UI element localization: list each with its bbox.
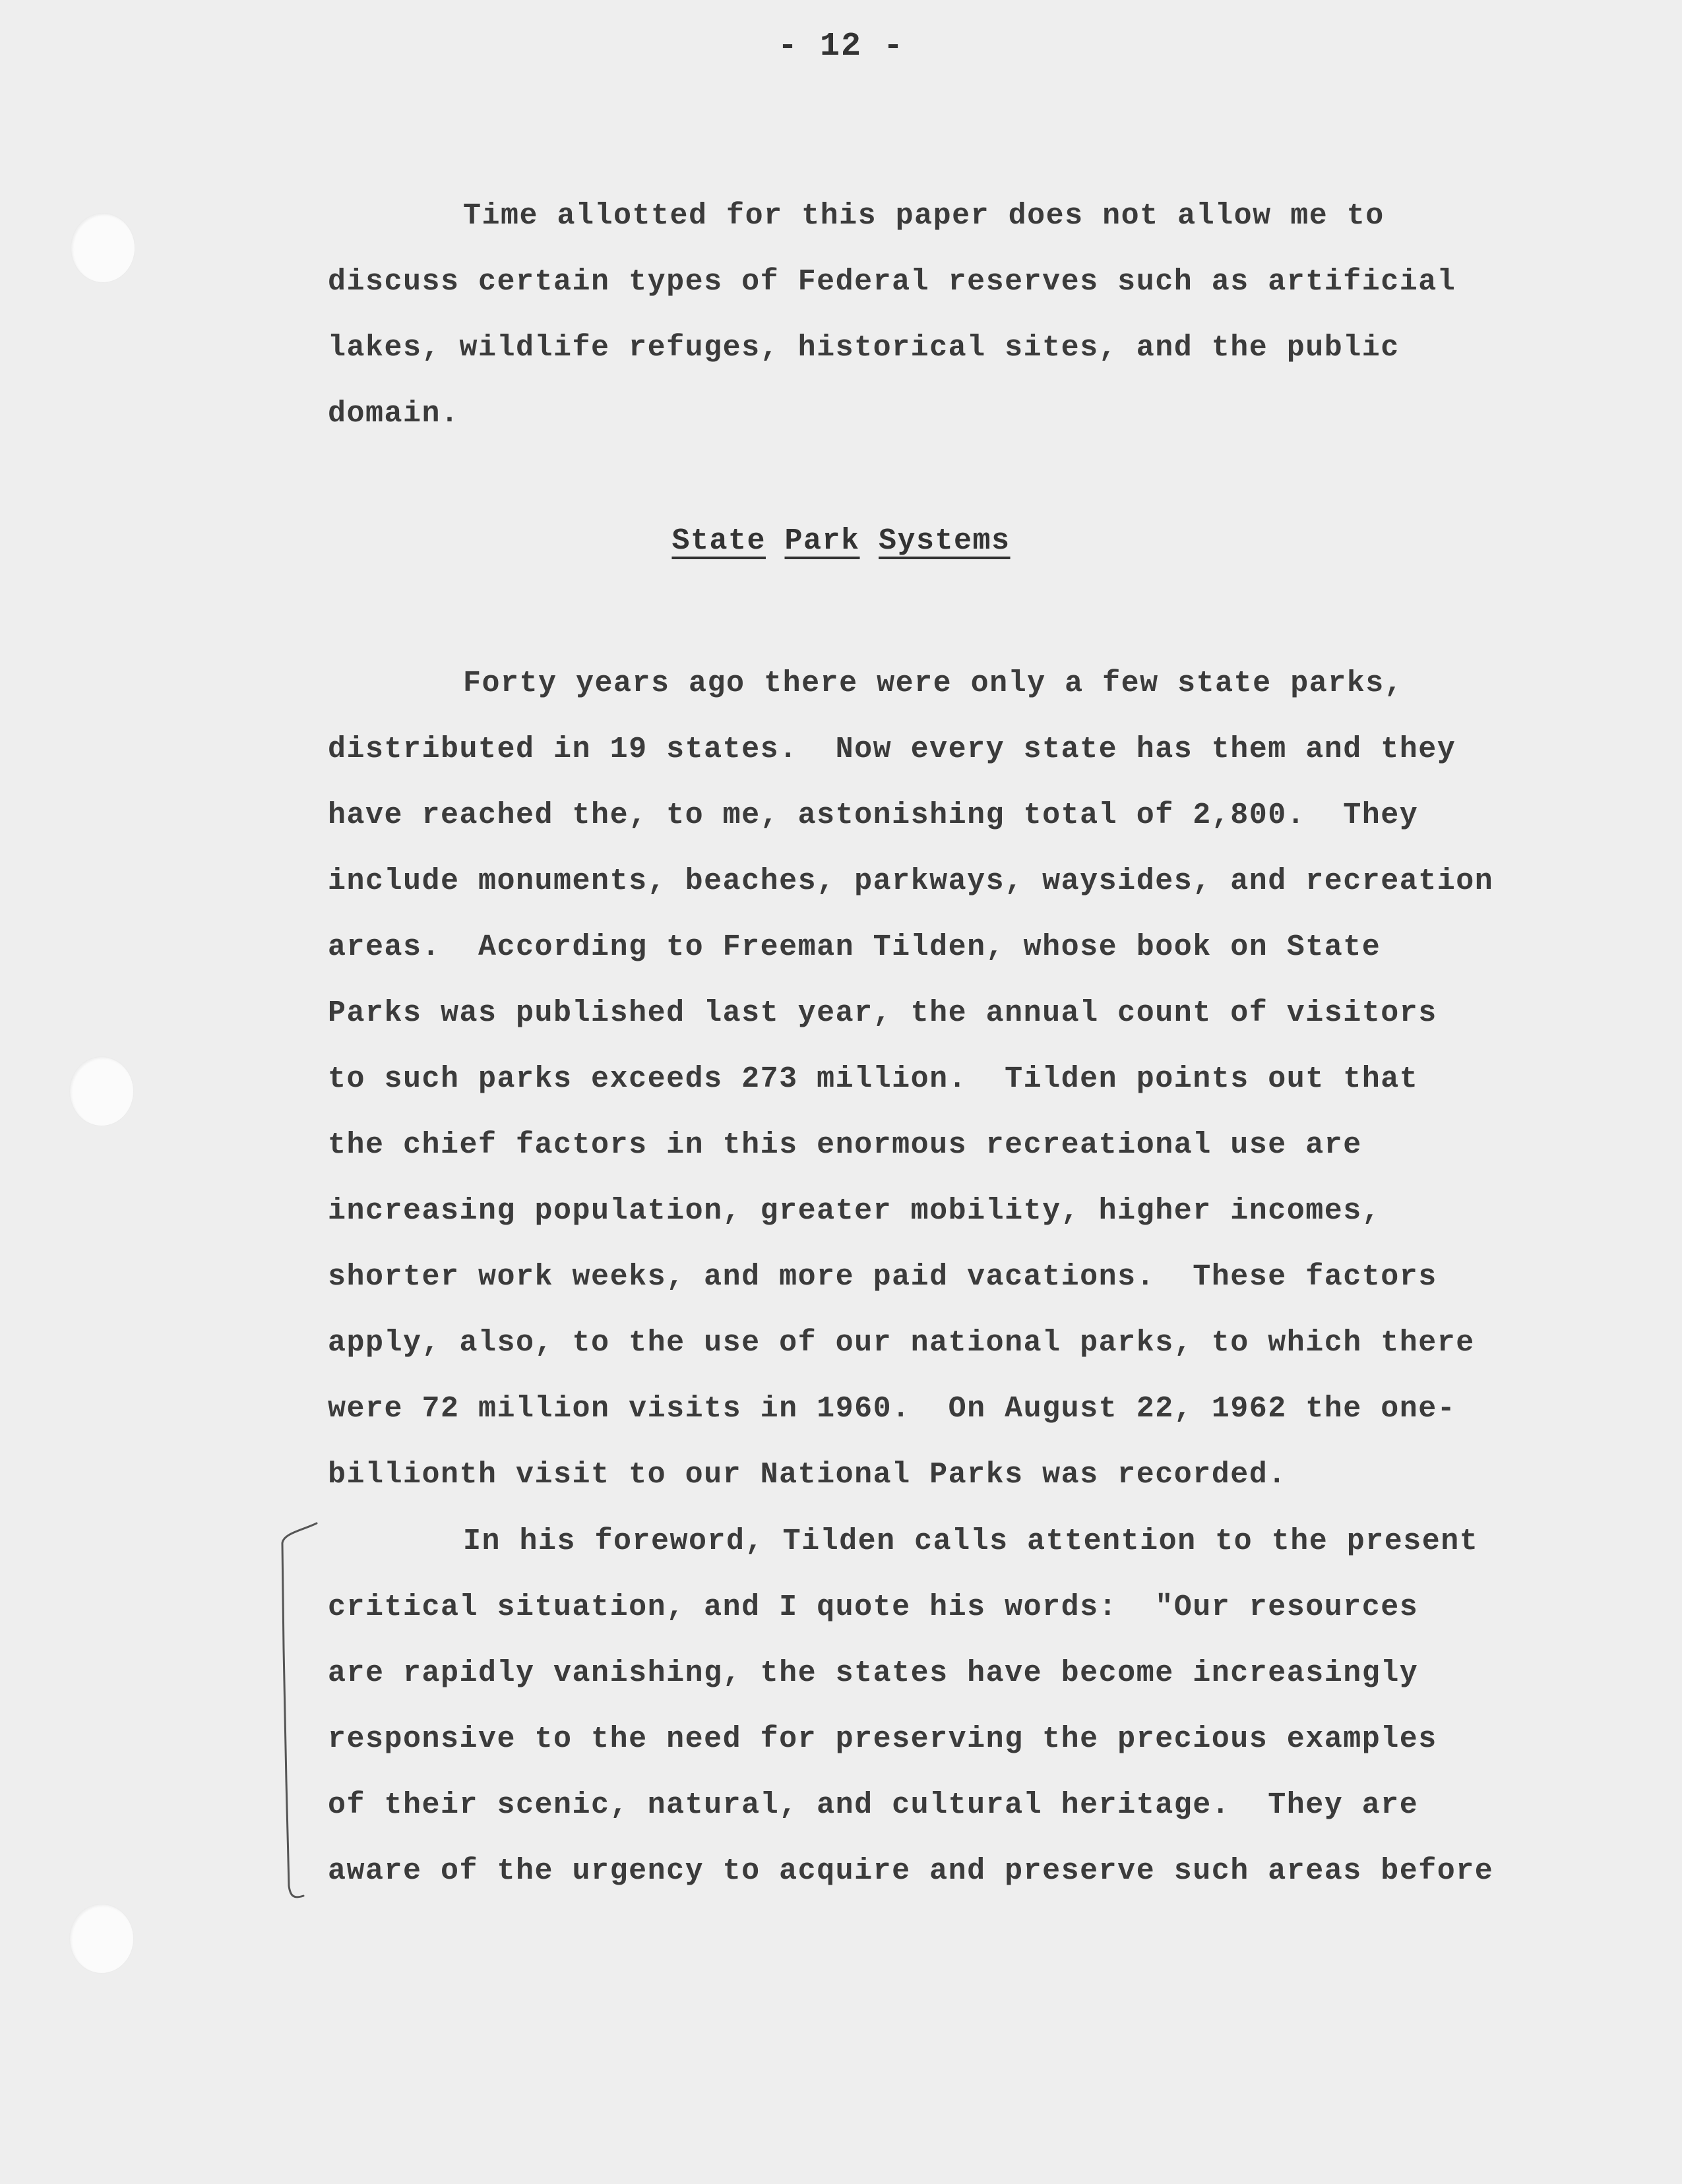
- text-line: aware of the urgency to acquire and preserve such areas before: [328, 1854, 1494, 1888]
- page-number: - 12 -: [777, 28, 905, 65]
- text-line: In his foreword, Tilden calls attention to the present: [463, 1525, 1479, 1558]
- intro-paragraph: [328, 183, 1581, 447]
- margin-bracket-mark: [264, 1517, 343, 1926]
- text-line: Parks was published last year, the annual count of visitors: [328, 996, 1437, 1030]
- text-line: responsive to the need for preserving the precious examples: [328, 1722, 1437, 1756]
- heading-word: Systems: [879, 524, 1011, 558]
- punch-hole-top: [71, 214, 135, 282]
- text-line: lakes, wildlife refuges, historical sites, and the public: [328, 331, 1400, 365]
- text-line: apply, also, to the use of our national parks, to which there: [328, 1326, 1475, 1360]
- text-line: shorter work weeks, and more paid vacations. These factors: [328, 1260, 1437, 1294]
- heading-word: Park: [784, 524, 860, 558]
- text-line: Time allotted for this paper does not allow me to: [463, 199, 1385, 233]
- punch-hole-bottom: [70, 1904, 133, 1973]
- text-line: the chief factors in this enormous recreational use are: [328, 1128, 1362, 1162]
- text-line: billionth visit to our National Parks was recorded.: [328, 1458, 1287, 1492]
- text-line: have reached the, to me, astonishing total of 2,800. They: [328, 799, 1419, 832]
- text-line: Forty years ago there were only a few state parks,: [463, 667, 1404, 700]
- text-line: were 72 million visits in 1960. On August 22, 1962 the one-: [328, 1392, 1456, 1426]
- text-line: to such parks exceeds 273 million. Tilden points out that: [328, 1062, 1419, 1096]
- state-parks-paragraph: [328, 651, 1581, 1508]
- text-line: discuss certain types of Federal reserves such as artificial: [328, 265, 1456, 299]
- foreword-paragraph: [328, 1509, 1581, 1904]
- text-line: are rapidly vanishing, the states have become increasingly: [328, 1656, 1419, 1690]
- text-line: domain.: [328, 397, 460, 431]
- punch-hole-middle: [70, 1057, 133, 1126]
- text-line: increasing population, greater mobility, higher incomes,: [328, 1194, 1381, 1228]
- section-heading: [0, 524, 1682, 558]
- text-line: areas. According to Freeman Tilden, whose book on State: [328, 930, 1381, 964]
- text-line: of their scenic, natural, and cultural heritage. They are: [328, 1788, 1419, 1822]
- text-line: include monuments, beaches, parkways, waysides, and recreation: [328, 864, 1494, 898]
- text-line: distributed in 19 states. Now every state has them and they: [328, 733, 1456, 766]
- text-line: critical situation, and I quote his words: "Our resources: [328, 1591, 1419, 1624]
- heading-word: State: [671, 524, 766, 558]
